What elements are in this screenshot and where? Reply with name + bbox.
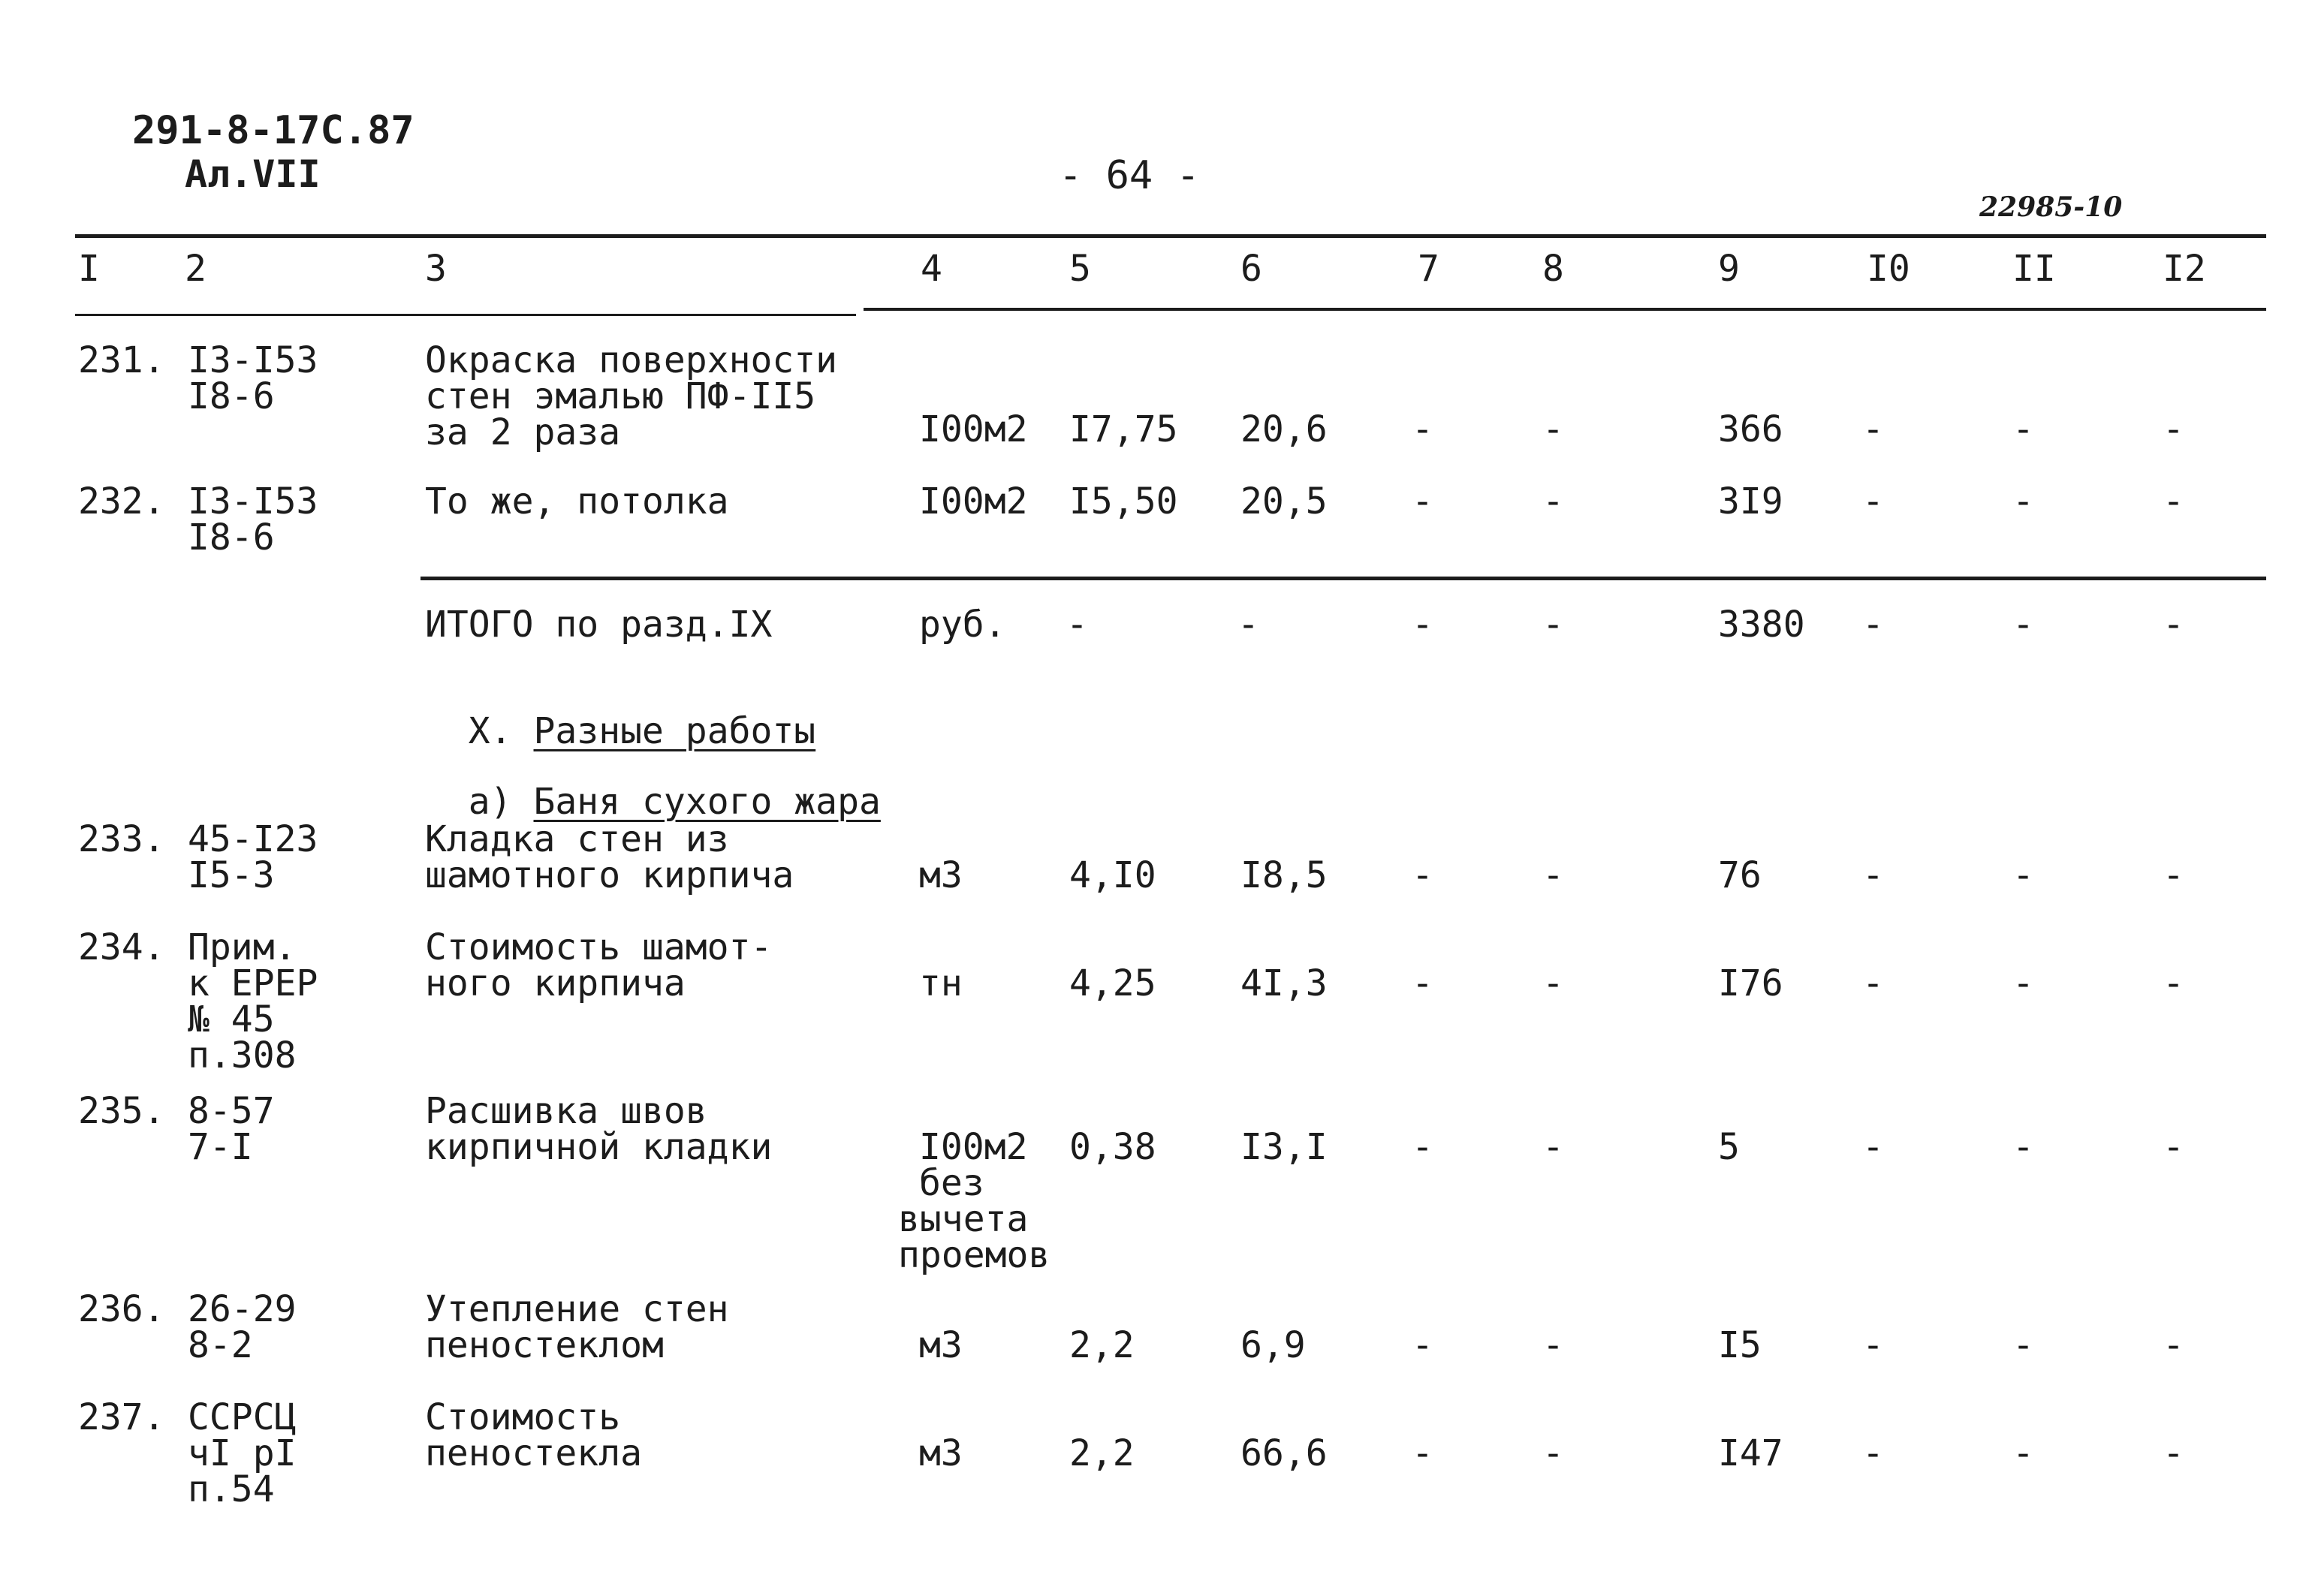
cell-col10: - bbox=[1862, 1126, 1884, 1168]
subtotal-rule bbox=[421, 577, 2266, 580]
cell-col8: - bbox=[1542, 604, 1564, 646]
cell-col10: - bbox=[1862, 1324, 1884, 1366]
cell-cost: 3380 bbox=[1718, 604, 1805, 646]
unit: I00м2 bbox=[919, 480, 1028, 522]
work-description: Кладка стен из bbox=[425, 818, 729, 860]
cell-cost: 76 bbox=[1718, 854, 1762, 896]
unit: I00м2 bbox=[919, 408, 1028, 450]
cell-quantity: I5,50 bbox=[1069, 480, 1178, 522]
cell-quantity: 4,25 bbox=[1069, 962, 1156, 1004]
column-header-rule bbox=[864, 308, 2266, 311]
cell-col8: - bbox=[1542, 854, 1564, 896]
cell-col10: - bbox=[1862, 604, 1884, 646]
work-description: Расшивка швов bbox=[425, 1090, 707, 1132]
cell-price: - bbox=[1237, 604, 1259, 646]
subsection-prefix: а) bbox=[468, 781, 512, 823]
cell-col11: - bbox=[2012, 480, 2034, 522]
cell-cost: 3I9 bbox=[1718, 480, 1783, 522]
unit: тн bbox=[919, 962, 963, 1004]
column-header: 7 bbox=[1418, 248, 1439, 290]
unit: руб. bbox=[919, 604, 1006, 646]
cell-col12: - bbox=[2163, 962, 2184, 1004]
norm-code: I8-6 bbox=[188, 516, 275, 559]
norm-code: п.308 bbox=[188, 1034, 297, 1077]
column-header: 9 bbox=[1718, 248, 1740, 290]
cell-col12: - bbox=[2163, 604, 2184, 646]
work-description: за 2 раза bbox=[425, 411, 621, 453]
column-header: 4 bbox=[921, 248, 942, 290]
column-header: 5 bbox=[1069, 248, 1091, 290]
norm-code: к ЕРЕР bbox=[188, 962, 318, 1004]
norm-code: 8-2 bbox=[188, 1324, 253, 1366]
cell-col7: - bbox=[1412, 1432, 1433, 1474]
cell-price: 20,5 bbox=[1240, 480, 1328, 522]
cell-col11: - bbox=[2012, 1126, 2034, 1168]
column-header: II bbox=[2012, 248, 2056, 290]
norm-code: № 45 bbox=[188, 998, 275, 1040]
column-header-rule-left bbox=[75, 314, 856, 316]
cell-price: 20,6 bbox=[1240, 408, 1328, 450]
cell-col8: - bbox=[1542, 962, 1564, 1004]
cell-cost: I5 bbox=[1718, 1324, 1762, 1366]
cell-col10: - bbox=[1862, 480, 1884, 522]
cell-price: 66,6 bbox=[1240, 1432, 1328, 1474]
norm-code: 26-29 bbox=[188, 1288, 297, 1330]
cell-cost: 5 bbox=[1718, 1126, 1740, 1168]
cell-col10: - bbox=[1862, 408, 1884, 450]
section-prefix: X. bbox=[468, 710, 512, 752]
norm-code: Прим. bbox=[188, 926, 297, 968]
cell-quantity: 2,2 bbox=[1069, 1432, 1135, 1474]
cell-quantity: 0,38 bbox=[1069, 1126, 1156, 1168]
cell-price: I8,5 bbox=[1240, 854, 1328, 896]
cell-col11: - bbox=[2012, 604, 2034, 646]
row-number: 233. bbox=[78, 818, 165, 860]
cell-col12: - bbox=[2163, 1324, 2184, 1366]
work-description: пеностекла bbox=[425, 1432, 642, 1474]
archive-stamp: 22985-10 bbox=[1979, 191, 2123, 223]
norm-code: ССРСЦ bbox=[188, 1396, 297, 1438]
cell-cost: 366 bbox=[1718, 408, 1783, 450]
cell-price: 4I,3 bbox=[1240, 962, 1328, 1004]
cell-col8: - bbox=[1542, 1126, 1564, 1168]
cell-col7: - bbox=[1412, 854, 1433, 896]
cell-col10: - bbox=[1862, 854, 1884, 896]
cell-col7: - bbox=[1412, 962, 1433, 1004]
row-number: 236. bbox=[78, 1288, 165, 1330]
work-description: Стоимость шамот- bbox=[425, 926, 773, 968]
norm-code: 7-I bbox=[188, 1126, 253, 1168]
section-heading bbox=[425, 677, 816, 752]
norm-code: чI рI bbox=[188, 1432, 297, 1474]
subsection-title: Баня сухого жара bbox=[533, 781, 881, 823]
cell-cost: I47 bbox=[1718, 1432, 1783, 1474]
work-description: пеностеклом bbox=[425, 1324, 664, 1366]
cell-col7: - bbox=[1412, 480, 1433, 522]
unit: без bbox=[919, 1162, 984, 1204]
cell-col11: - bbox=[2012, 408, 2034, 450]
cell-col7: - bbox=[1412, 408, 1433, 450]
cell-price: 6,9 bbox=[1240, 1324, 1306, 1366]
unit: вычета bbox=[898, 1198, 1029, 1240]
unit: м3 bbox=[919, 1324, 963, 1366]
row-number: 234. bbox=[78, 926, 165, 968]
cell-col12: - bbox=[2163, 854, 2184, 896]
cell-cost: I76 bbox=[1718, 962, 1783, 1004]
work-description: То же, потолка bbox=[425, 480, 729, 522]
work-description: Утепление стен bbox=[425, 1288, 729, 1330]
cell-col7: - bbox=[1412, 1126, 1433, 1168]
work-description: стен эмалью ПФ-II5 bbox=[425, 375, 816, 417]
work-description: шамотного кирпича bbox=[425, 854, 794, 896]
column-header: 2 bbox=[185, 248, 206, 290]
column-header: I2 bbox=[2163, 248, 2206, 290]
cell-col12: - bbox=[2163, 480, 2184, 522]
cell-price: I3,I bbox=[1240, 1126, 1328, 1168]
unit: м3 bbox=[919, 854, 963, 896]
cell-quantity: I7,75 bbox=[1069, 408, 1178, 450]
work-description: кирпичной кладки bbox=[425, 1126, 773, 1168]
column-header: 6 bbox=[1240, 248, 1262, 290]
unit: проемов bbox=[898, 1234, 1051, 1276]
work-description: Стоимость bbox=[425, 1396, 621, 1438]
unit: I00м2 bbox=[919, 1126, 1028, 1168]
section-title: Разные работы bbox=[533, 710, 816, 752]
cell-col10: - bbox=[1862, 1432, 1884, 1474]
unit: м3 bbox=[919, 1432, 963, 1474]
total-label: ИТОГО по разд.IX bbox=[425, 604, 773, 646]
cell-col7: - bbox=[1412, 604, 1433, 646]
column-header: I bbox=[78, 248, 100, 290]
column-header: 8 bbox=[1542, 248, 1564, 290]
subsection-heading bbox=[425, 748, 881, 823]
norm-code: 45-I23 bbox=[188, 818, 318, 860]
cell-col11: - bbox=[2012, 1324, 2034, 1366]
cell-col12: - bbox=[2163, 1126, 2184, 1168]
norm-code: I5-3 bbox=[188, 854, 275, 896]
work-description: Окраска поверхности bbox=[425, 339, 838, 381]
row-number: 232. bbox=[78, 480, 165, 522]
cell-col8: - bbox=[1542, 408, 1564, 450]
work-description: ного кирпича bbox=[425, 962, 686, 1004]
cell-col10: - bbox=[1862, 962, 1884, 1004]
album-number: Ал.VII bbox=[185, 152, 321, 196]
row-number: 237. bbox=[78, 1396, 165, 1438]
cell-col11: - bbox=[2012, 1432, 2034, 1474]
page-number: - 64 - bbox=[1059, 153, 1200, 198]
cell-col8: - bbox=[1542, 1432, 1564, 1474]
cell-col11: - bbox=[2012, 854, 2034, 896]
norm-code: I3-I53 bbox=[188, 339, 318, 381]
cell-col12: - bbox=[2163, 1432, 2184, 1474]
norm-code: п.54 bbox=[188, 1468, 275, 1510]
cell-quantity: 2,2 bbox=[1069, 1324, 1135, 1366]
cell-col11: - bbox=[2012, 962, 2034, 1004]
cell-col8: - bbox=[1542, 480, 1564, 522]
row-number: 231. bbox=[78, 339, 165, 381]
column-header: 3 bbox=[425, 248, 447, 290]
norm-code: I8-6 bbox=[188, 375, 275, 417]
norm-code: 8-57 bbox=[188, 1090, 275, 1132]
cell-col12: - bbox=[2163, 408, 2184, 450]
cell-col7: - bbox=[1412, 1324, 1433, 1366]
table-top-rule bbox=[75, 234, 2266, 238]
norm-code: I3-I53 bbox=[188, 480, 318, 522]
cell-col8: - bbox=[1542, 1324, 1564, 1366]
cell-quantity: 4,I0 bbox=[1069, 854, 1156, 896]
row-number: 235. bbox=[78, 1090, 165, 1132]
document-code: 291-8-17С.87 bbox=[132, 108, 414, 153]
column-header: I0 bbox=[1867, 248, 1910, 290]
cell-quantity: - bbox=[1066, 604, 1088, 646]
